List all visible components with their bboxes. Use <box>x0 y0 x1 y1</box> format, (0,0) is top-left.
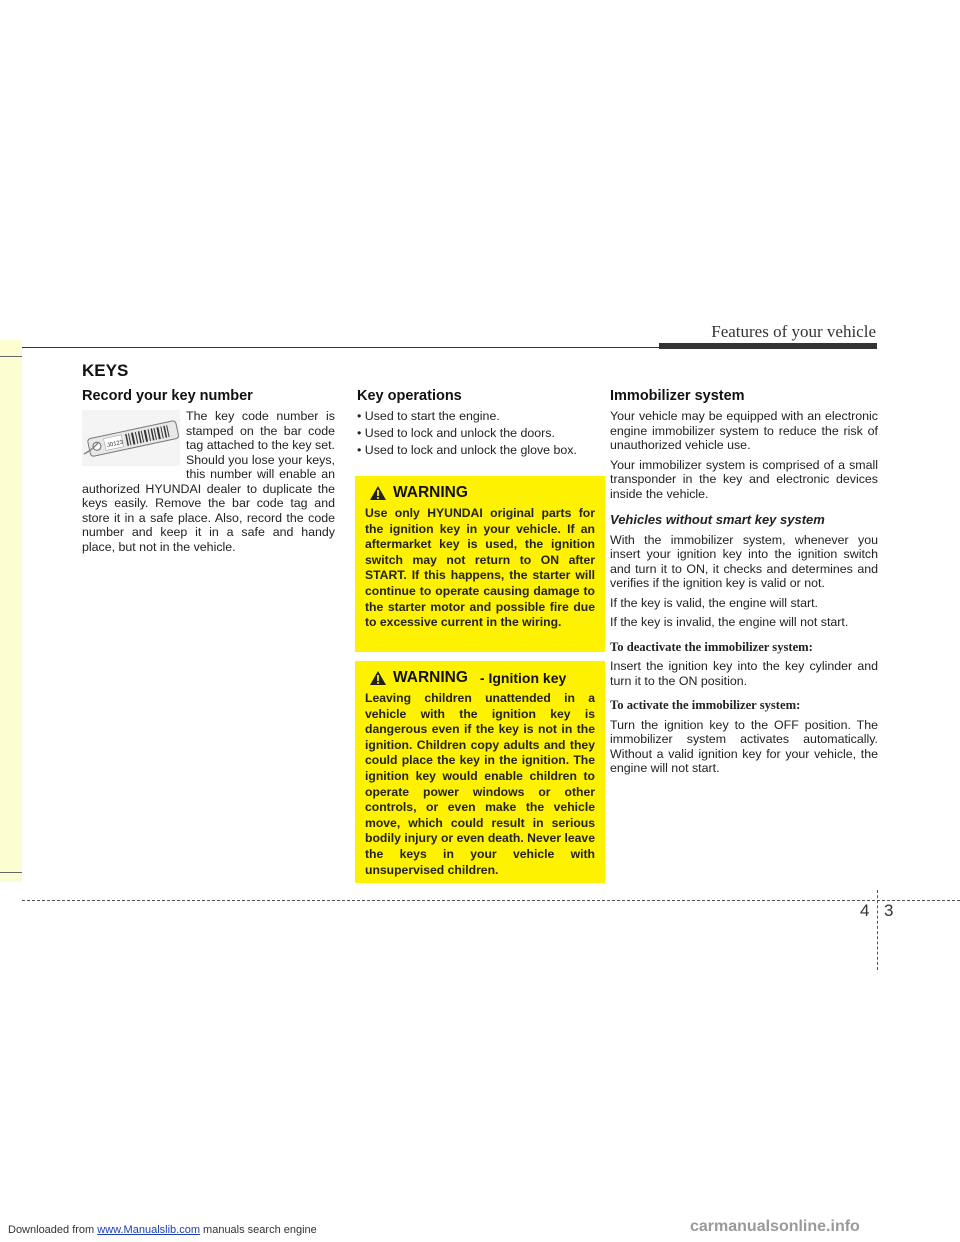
warning-title: WARNING <box>393 669 468 686</box>
watermark: carmanualsonline.info <box>690 1218 860 1235</box>
warning-body: Leaving children unattended in a vehicle with the ignition key is dangerous even if the key is not in the ignition. Children copy adults and they could place the key in the ignition. The ignition key would enable children to operate power windows or other controls, or even make the vehicle move, which could result in serious bodily injury or even death. Never leave the keys in your vehicle with unsupervised children. <box>365 691 595 877</box>
activate-heading: To activate the immobilizer system: <box>610 698 801 712</box>
key-tag-code: J0123 <box>106 439 124 450</box>
chapter-title: Features of your vehicle <box>711 322 876 341</box>
page-dashed-divider <box>877 890 878 970</box>
side-tick-top <box>0 356 22 357</box>
side-tick-bottom <box>0 872 22 873</box>
record-body-container <box>82 409 335 554</box>
warning-triangle-icon <box>369 485 387 501</box>
list-item: • Used to lock and unlock the glove box. <box>357 443 577 457</box>
side-color-strip <box>0 340 22 882</box>
bottom-dashed-rule <box>22 900 960 901</box>
smart-key-subheading: Vehicles without smart key system <box>610 512 825 527</box>
operations-list <box>357 408 607 459</box>
deactivate-heading: To deactivate the immobilizer system: <box>610 639 813 654</box>
immobilizer-heading: Immobilizer system <box>610 388 745 404</box>
download-footer: Downloaded from www.Manualslib.com manuals search engine <box>8 1224 317 1236</box>
manualslib-link[interactable]: www.Manualslib.com <box>97 1224 200 1236</box>
record-heading: Record your key number <box>82 388 253 404</box>
immobilizer-p2: Your immobilizer system is comprised of a small transponder in the key and electronic devices inside the vehicle. <box>610 457 878 501</box>
warning-box-parts <box>355 476 605 652</box>
warning-subtitle: - Ignition key <box>479 670 567 686</box>
activate-body: Turn the ignition key to the OFF position. The immobilizer system activates automatically. Without a valid ignition key for your vehicle, the engine will not start. <box>610 717 878 775</box>
warning-title: WARNING <box>393 484 468 501</box>
immobilizer-content <box>610 409 878 781</box>
chapter-bar <box>659 343 877 349</box>
warning-triangle-icon <box>369 670 387 686</box>
immobilizer-p4: If the key is valid, the engine will start. <box>610 595 818 610</box>
immobilizer-p3: With the immobilizer system, whenever you insert your ignition key into the ignition switch and turn it to ON, it checks and determines and verifies if the ignition key is valid or not. <box>610 532 878 590</box>
record-body: The key code number is stamped on the bar code tag attached to the key set. Should you lose your keys, this number will enable an authorized HYUNDAI dealer to duplicate the keys easily. Remove the bar code tag and store it in a safe place. Also, record the code number and keep it in a safe and handy place, but not in the vehicle. <box>82 409 335 554</box>
immobilizer-p1: Your vehicle may be equipped with an electronic engine immobilizer system to reduce the risk of unauthorized vehicle use. <box>610 409 878 452</box>
warning-box-ignition <box>355 661 605 883</box>
deactivate-body: Insert the ignition key into the key cylinder and turn it to the ON position. <box>610 659 878 688</box>
list-item: • Used to lock and unlock the doors. <box>357 426 555 440</box>
warning-body: Use only HYUNDAI original parts for the ignition key in your vehicle. If an aftermarket key is used, the ignition switch may not return to ON after START. If this happens, the starter will continue to operate causing damage to the starter motor and possible fire due to excessive current in the wiring. <box>365 506 595 630</box>
operations-heading: Key operations <box>357 388 462 404</box>
page-number: 3 <box>884 901 894 920</box>
list-item: • Used to start the engine. <box>357 409 500 423</box>
chapter-number: 4 <box>860 901 870 920</box>
immobilizer-p5: If the key is invalid, the engine will not start. <box>610 615 849 629</box>
section-title: KEYS <box>82 361 129 380</box>
